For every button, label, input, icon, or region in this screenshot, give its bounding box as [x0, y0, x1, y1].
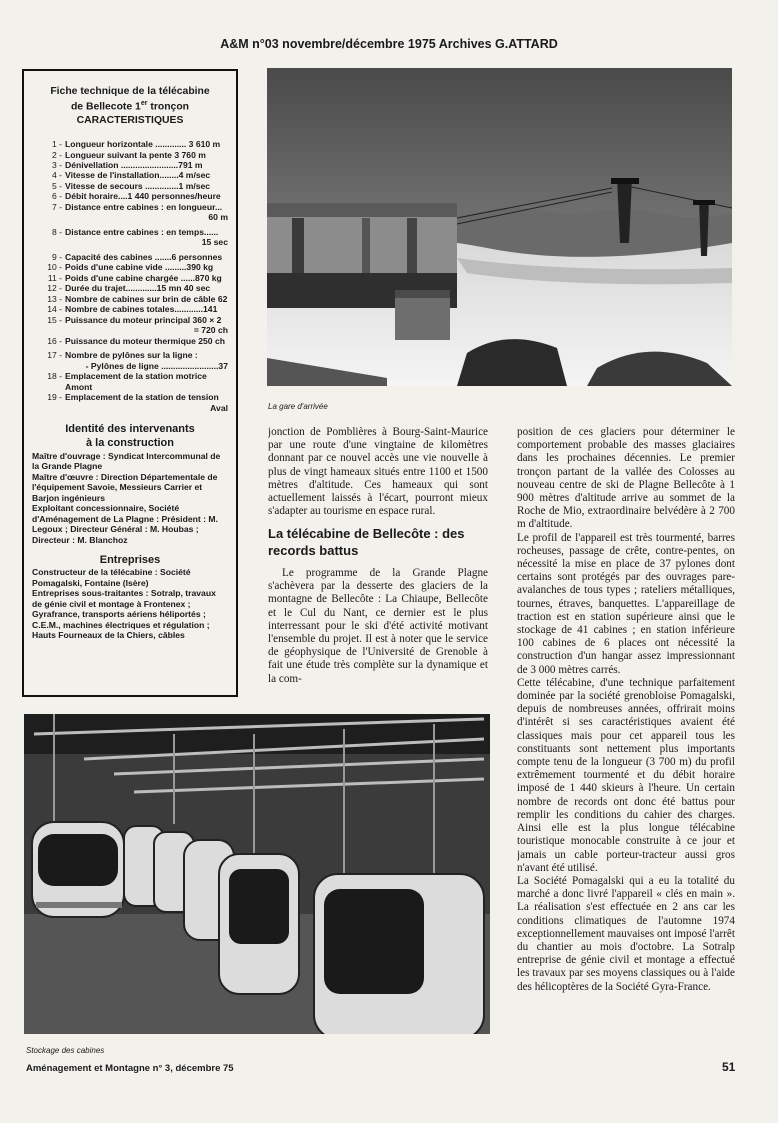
spec-number: 2 - [51, 149, 62, 160]
spec-number: 8 - [51, 226, 62, 237]
spec-label: Distance entre cabines : en longueur... [65, 201, 223, 212]
spec-text [65, 227, 228, 248]
identite-entry: Maître d'œuvre : Direction Départementale de l'équipement Savoie, Messieurs Carrier et Barjon ingénieurs [32, 471, 218, 503]
spec-number: 16 - [47, 335, 62, 346]
spec-number: 14 - [47, 304, 62, 315]
spec-number: 7 - [51, 201, 62, 212]
spec-label: Emplacement de la station motrice Amont [65, 371, 207, 392]
paragraph: position de ces glaciers pour déterminer le comportement probable des masses glaciaires dans les prochaines décennies. Le premier tronçon partant de la vallée des Colosses au nouveau centre de ski de Plagne Bellecôte à 1 900 mètres d'altitude arrive au sommet de la Roche de Mio, extraordinaire belvédère à 2 700 m d'altitude. [517, 426, 735, 531]
spec-row [32, 191, 228, 201]
spec-row [32, 227, 228, 248]
technical-sheet-box [22, 69, 238, 697]
section-heading: La télécabine de Bellecôte : des records battus [268, 526, 465, 558]
spec-row [32, 315, 228, 336]
spec-number: 3 - [51, 159, 62, 170]
spec-label: Distance entre cabines : en temps...... [65, 226, 219, 237]
entreprises-entry: Entreprises sous-traitantes : Sotralp, travaux de génie civil et montage à Frontenex ; Gyrafrance, transports aériens héliportés ; C.E.M., machines électriques et régulation ; Hauts Fourneaux de la Chiers, câbles [32, 588, 216, 641]
spec-text [65, 191, 228, 201]
identite-list [32, 451, 228, 545]
spec-text [65, 294, 228, 304]
spec-row [32, 160, 228, 170]
spec-number: 15 - [47, 314, 62, 325]
entreprises-entry: Constructeur de la télécabine : Société Pomagalski, Fontaine (Isère) [32, 567, 191, 588]
spec-label: Capacité des cabines .......6 personnes [65, 251, 223, 262]
spec-extra: 60 m [208, 212, 228, 223]
spec-row [32, 170, 228, 180]
spec-row [32, 304, 228, 314]
spec-text [65, 336, 228, 346]
footer-publication: Aménagement et Montagne n° 3, décembre 75 [26, 1063, 234, 1074]
spec-text [65, 150, 228, 160]
spec-number: 12 - [47, 283, 62, 294]
spec-label: Poids d'une cabine chargée ......870 kg [65, 272, 222, 283]
spec-text [65, 139, 228, 149]
identite-entry: Exploitant concessionnaire, Société d'Aménagement de La Plagne : Président : M. Legoux ; Directeur Général : M. Houbas ; Directeur : M. Blanchoz [32, 503, 218, 545]
spec-text [65, 273, 228, 283]
entreprises-list [32, 567, 228, 640]
spec-number: 4 - [51, 170, 62, 181]
spec-label: Puissance du moteur thermique 250 ch [65, 335, 225, 346]
spec-text [65, 160, 228, 170]
spec-text [65, 392, 228, 413]
spec-row [32, 283, 228, 293]
spec-number: 6 - [51, 191, 62, 202]
spec-extra: 15 sec [201, 237, 228, 248]
paragraph: jonction de Pomblières à Bourg-Saint-Maurice par une route d'une vingtaine de kilomètres donnant par ce nouvel accès une vie nouvelle à plus de vingt hameaux situés entre 1100 et 1500 mètres d'altitude. Ces hameaux qui sont actuellement laissés à l'écart, pourront mieux s'adapter au tourisme en espace rural. [268, 426, 488, 518]
spec-text [65, 262, 228, 272]
spec-label: Vitesse de l'installation........4 m/sec [65, 170, 211, 181]
paragraph: Le programme de la Grande Plagne s'achèvera par la desserte des glaciers de la montagne de Bellecôte : La Chiaupe, Bellecôte et le Cul du Nant, ce dernier est le plus interressant pour le ski d'été activité motivant l'ensemble du projet. Il est à noter que le service de géophysique de l'Université de Grenoble à fait une étude très complète sur la dynamique et la com- [268, 566, 488, 685]
paragraph: La Société Pomagalski qui a eu la totalité du marché a donc livré l'appareil « clés en main ». La réalisation s'est effectuée en 2 ans car les conditions climatiques de l'automne 1974 exceptionnellement mauvaises ont imposé l'arrêt du chantier au mois d'octobre. La Sotralp entreprise de génie civil et montage a effectué les travaux par ses moyens classiques ou à l'aide des hélicoptères de la Société Gyra-France. [517, 874, 735, 993]
spec-row [32, 252, 228, 262]
spec-row [32, 150, 228, 160]
spec-extra: Aval [210, 402, 228, 413]
spec-number: 10 - [47, 262, 62, 273]
fiche-subtitle: CARACTERISTIQUES [76, 114, 184, 126]
spec-number: 17 - [47, 350, 62, 361]
spec-text [65, 315, 228, 336]
spec-text [65, 371, 228, 392]
spec-number: 9 - [51, 251, 62, 262]
spec-text [65, 304, 228, 314]
paragraph: Le profil de l'appareil est très tourmenté, barres rocheuses, passage de crête, contre-pentes, on nécessité la mise en place de 37 pylones dont certains sont protégés par des ouvrages pare-avalanches de tous types ; rateliers métalliques, tournes, étraves, banquettes. L'appareillage de traction est en station supérieure ainsi que le stockage de 41 cabines ; en station inférieure 100 cabines de 6 places ont nécessité la construction d'un hangar assez impressionnant de 3 000 mètres carrés. [517, 531, 735, 676]
spec-label: Nombre de cabines totales............141 [65, 304, 218, 315]
spec-text [65, 252, 228, 262]
spec-label: Puissance du moteur principal 360 × 2 [65, 314, 222, 325]
photo-arrival-station [267, 68, 732, 386]
page-header: A&M n°03 novembre/décembre 1975 Archives G.ATTARD [220, 37, 558, 51]
caption-arrival-station: La gare d'arrivée [268, 402, 328, 411]
spec-row [32, 202, 228, 223]
spec-row [32, 262, 228, 272]
spec-label: Débit horaire....1 440 personnes/heure [65, 191, 221, 202]
spec-extra: - Pylônes de ligne ........................37 [85, 360, 228, 371]
photo-cabin-storage [24, 714, 490, 1034]
cabin-storage-image [24, 714, 490, 1034]
spec-number: 18 - [47, 371, 62, 382]
spec-text [65, 181, 228, 191]
spec-extra: = 720 ch [193, 325, 228, 336]
spec-label: Longueur horizontale ............. 3 610 m [65, 139, 221, 150]
page-number: 51 [722, 1060, 736, 1074]
spec-label: Nombre de pylônes sur la ligne : [65, 350, 198, 361]
spec-row [32, 181, 228, 191]
spec-number: 11 - [47, 272, 62, 283]
paragraph: Cette télécabine, d'une technique parfaitement dominée par la société grenobloise Pomagalski, depuis de nombreuses années, offrirait moins d'intérêt si ses caractéristiques avaient été classiques mais pour cet appareil tous les constituants sont nettement plus importants compte tenu de la longueur (3 700 m) du profil extrêmement tourmenté et du débit horaire imposé de 1 440 skieurs à l'heure. Un certain nombre de records ont donc été battus pour remplir les conditions du cahier des charges. Ainsi elle est la plus longue télécabine touristique monocable construite à ce jour et jamais un cable porteur-tracteur aussi gros n'avant été utilisé. [517, 676, 735, 874]
spec-text [65, 350, 228, 371]
spec-number: 13 - [47, 293, 62, 304]
spec-number: 19 - [47, 392, 62, 403]
spec-row [32, 273, 228, 283]
spec-row [32, 371, 228, 392]
spec-row [32, 294, 228, 304]
spec-row [32, 139, 228, 149]
text-column-middle [268, 426, 488, 698]
identite-entry: Maître d'ouvrage : Syndicat Intercommunal de la Grande Plagne [32, 450, 221, 472]
text-column-right [517, 426, 735, 1054]
entreprises-title: Entreprises [99, 554, 161, 567]
spec-label: Nombre de cabines sur brin de câble 62 [65, 293, 228, 304]
spec-label: Emplacement de la station de tension [65, 392, 219, 403]
identite-title: Identité des intervenants à la construction [65, 423, 195, 450]
spec-label: Dénivellation ........................791 m [65, 159, 203, 170]
fiche-title: Fiche technique de la télécabine de Bellecote 1er tronçon [50, 86, 210, 112]
spec-number: 1 - [51, 139, 62, 150]
spec-row [32, 392, 228, 413]
spec-label: Vitesse de secours ..............1 m/sec [65, 180, 211, 191]
spec-list [32, 139, 228, 413]
arrival-station-image [267, 68, 732, 386]
spec-text [65, 170, 228, 180]
caption-cabin-storage: Stockage des cabines [26, 1046, 105, 1055]
spec-row [32, 350, 228, 371]
spec-label: Poids d'une cabine vide .........390 kg [65, 262, 214, 273]
spec-label: Durée du trajet.............15 mn 40 sec [65, 283, 211, 294]
spec-text [65, 283, 228, 293]
spec-text [65, 202, 228, 223]
spec-label: Longueur suivant la pente 3 760 m [65, 149, 206, 160]
spec-number: 5 - [51, 180, 62, 191]
spec-row [32, 336, 228, 346]
